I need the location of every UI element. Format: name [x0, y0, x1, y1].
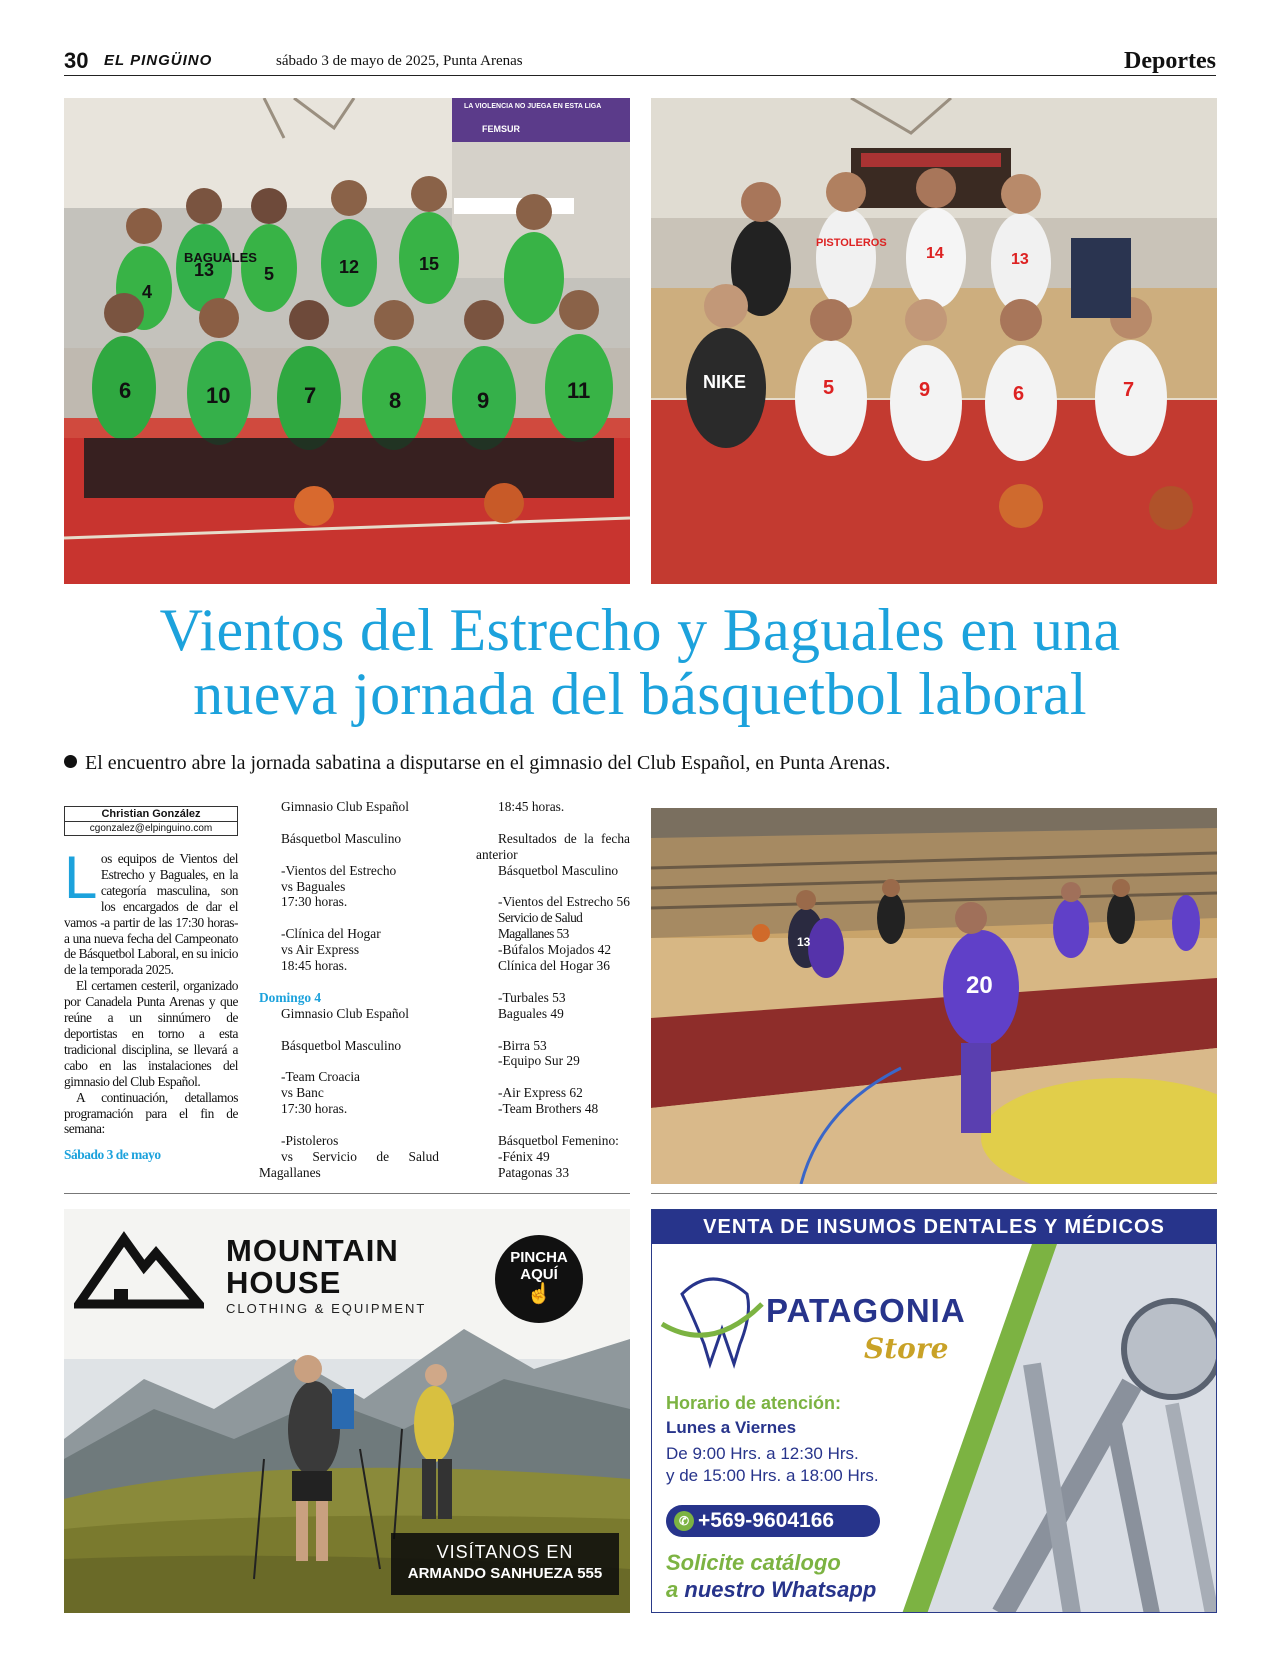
results-line: Clínica del Hogar 36 — [498, 958, 610, 974]
paragraph: A continuación, detallamos programación para el fin de semana: — [64, 1089, 238, 1137]
divider — [651, 1193, 1217, 1194]
paragraph — [64, 844, 238, 978]
store-name: PATAGONIA — [766, 1292, 966, 1329]
page-number: 30 — [64, 48, 89, 73]
schedule-line: 17:30 horas. — [281, 894, 348, 910]
dateline: sábado 3 de mayo de 2025, Punta Arenas — [276, 53, 523, 69]
cta-prefix: a — [666, 1577, 679, 1602]
jersey-number: 15 — [419, 254, 440, 274]
results-line: -Team Brothers 48 — [498, 1101, 599, 1117]
divider — [64, 1193, 630, 1194]
page-header — [64, 48, 1216, 76]
drop-cap: L — [64, 844, 97, 911]
ad-brand-name — [226, 1235, 399, 1299]
jersey-number: 6 — [1013, 383, 1025, 405]
jersey-number: 8 — [389, 388, 402, 413]
hand-pointer-icon: ☝ — [526, 1283, 552, 1305]
schedule-line: -Clínica del Hogar — [281, 926, 381, 942]
jersey-number: 12 — [339, 257, 360, 277]
schedule-line: 18:45 horas. — [281, 958, 348, 974]
jersey-number: 5 — [264, 264, 275, 284]
results-line: Patagonas 33 — [498, 1164, 570, 1180]
results-line: Servicio de Salud Magallanes 53 — [498, 910, 583, 942]
jersey-number: 10 — [206, 383, 231, 408]
paragraph-text: os equipos de Vientos del Estrecho y Baguales, en la categoría masculina, son los encargados de dar el vamos -a partir de las 17:30 horas- a una nueva fecha del Campeonato de Básquetbol Laboral, en su inicio de la temporada 2025. — [64, 851, 238, 978]
byline-email[interactable]: cgonzalez@elpinguino.com — [89, 823, 213, 834]
schedule-line: Gimnasio Club Español — [281, 1005, 409, 1021]
cta-line: PINCHA — [510, 1249, 568, 1266]
jersey-number: 6 — [119, 378, 132, 403]
banner-brand: FEMSUR — [482, 124, 520, 134]
schedule-line: vs Baguales — [281, 878, 346, 894]
visit-line: VISÍTANOS EN — [436, 1542, 574, 1562]
jersey-number: 7 — [1123, 379, 1135, 401]
hours-days: Lunes a Viernes — [666, 1418, 797, 1437]
bullet-icon — [64, 755, 77, 768]
photo-baguales-team — [64, 98, 630, 584]
headline-line: Vientos del Estrecho y Baguales en una — [159, 597, 1121, 663]
banner-text: LA VIOLENCIA NO JUEGA EN ESTA LIGA — [464, 103, 602, 110]
byline-name: Christian González — [65, 807, 237, 822]
article-subhead — [64, 752, 1216, 775]
results-line: Básquetbol Femenino: — [498, 1132, 619, 1148]
schedule-line: vs Servicio de Salud Magallanes — [259, 1148, 439, 1180]
schedule-line: -Vientos del Estrecho — [281, 862, 397, 878]
schedule-line: Básquetbol Masculino — [281, 830, 402, 846]
address-line: ARMANDO SANHUEZA 555 — [407, 1565, 603, 1582]
schedule-line: 18:45 horas. — [498, 799, 565, 814]
hours-title: Horario de atención: — [666, 1393, 842, 1413]
ad-brand-line: HOUSE — [226, 1265, 342, 1300]
subhead-text: El encuentro abre la jornada sabatina a disputarse en el gimnasio del Club Español, en Punta Arenas. — [85, 752, 891, 774]
results-line: -Turbales 53 — [498, 989, 566, 1005]
cta-text: nuestro Whatsapp — [684, 1577, 877, 1602]
schedule-line: Gimnasio Club Español — [281, 799, 409, 814]
jersey-number: 20 — [966, 972, 993, 999]
whatsapp-cta — [666, 1577, 876, 1603]
article-column-1 — [64, 844, 238, 1163]
jersey-number: 9 — [477, 388, 490, 413]
store-subtitle: Store — [864, 1332, 949, 1365]
jersey-number: 4 — [142, 282, 153, 302]
phone-button[interactable] — [666, 1505, 880, 1537]
results-line: -Vientos del Estrecho 56 — [498, 894, 630, 910]
paragraph: El certamen cesteril, organizado por Canadela Punta Arenas y que reúne a un sinnúmero de deportistas en torno a esta tradicional disciplina, se llevará a cabo en las instalaciones del gimnasio del Club Español. — [64, 978, 238, 1089]
hours-line: y de 15:00 Hrs. a 18:00 Hrs. — [666, 1466, 879, 1485]
article-column-2 — [259, 799, 439, 1181]
results-line: -Fénix 49 — [498, 1148, 550, 1164]
photo-game-action — [651, 808, 1217, 1184]
ad-patagonia-store[interactable] — [651, 1209, 1217, 1613]
ad-tagline: CLOTHING & EQUIPMENT — [226, 1301, 427, 1316]
ad-banner: VENTA DE INSUMOS DENTALES Y MÉDICOS — [652, 1210, 1216, 1244]
results-title: Resultados de la fecha anterior — [476, 830, 630, 862]
article-column-3 — [476, 799, 630, 1181]
schedule-line: -Pistoleros — [281, 1132, 339, 1148]
phone-number: +569-9604166 — [698, 1509, 835, 1532]
jersey-number: 9 — [919, 379, 931, 401]
schedule-line: Básquetbol Masculino — [281, 1037, 402, 1053]
schedule-line: vs Air Express — [281, 942, 360, 958]
jersey-number: 13 — [1011, 251, 1029, 268]
hours-line: De 9:00 Hrs. a 12:30 Hrs. — [666, 1444, 859, 1463]
ad-brand-line: MOUNTAIN — [226, 1233, 399, 1268]
jersey-number: 13 — [194, 260, 215, 280]
whatsapp-icon: ✆ — [674, 1511, 694, 1531]
article-headline — [64, 598, 1216, 726]
jersey-text: BAGUALES — [184, 250, 257, 265]
subheading-sabado: Sábado 3 de mayo — [64, 1147, 161, 1163]
jersey-number: 11 — [567, 378, 591, 403]
pincha-aqui-button[interactable] — [495, 1235, 583, 1323]
newspaper-logo[interactable]: EL PINGÜINO — [104, 52, 213, 69]
jersey-text: PISTOLEROS — [816, 237, 887, 249]
jersey-number: 7 — [304, 383, 317, 408]
jersey-number: 5 — [823, 377, 835, 399]
results-line: -Air Express 62 — [498, 1085, 583, 1101]
results-line: Básquetbol Masculino — [498, 862, 619, 878]
section-title: Deportes — [1124, 48, 1216, 74]
ad-address-box — [391, 1533, 619, 1595]
headline-line: nueva jornada del básquetbol laboral — [193, 661, 1087, 727]
photo-pistoleros-team — [651, 98, 1217, 584]
jersey-number: 14 — [926, 245, 944, 262]
catalog-cta: Solicite catálogo — [666, 1550, 841, 1575]
shirt-text: NIKE — [703, 372, 747, 392]
cta-line: AQUÍ — [520, 1266, 558, 1283]
ad-mountain-house[interactable] — [64, 1209, 630, 1613]
subheading-domingo: Domingo 4 — [259, 989, 322, 1005]
schedule-line: vs Banc — [281, 1085, 324, 1101]
byline — [64, 806, 238, 836]
jersey-number: 13 — [797, 935, 811, 949]
mountain-logo-icon — [74, 1229, 204, 1309]
results-line: -Birra 53 — [498, 1037, 547, 1053]
results-line: Baguales 49 — [498, 1005, 564, 1021]
schedule-line: 17:30 horas. — [281, 1101, 348, 1117]
results-line: -Equipo Sur 29 — [498, 1053, 580, 1069]
results-line: -Búfalos Mojados 42 — [498, 942, 612, 958]
schedule-line: -Team Croacia — [281, 1069, 360, 1085]
